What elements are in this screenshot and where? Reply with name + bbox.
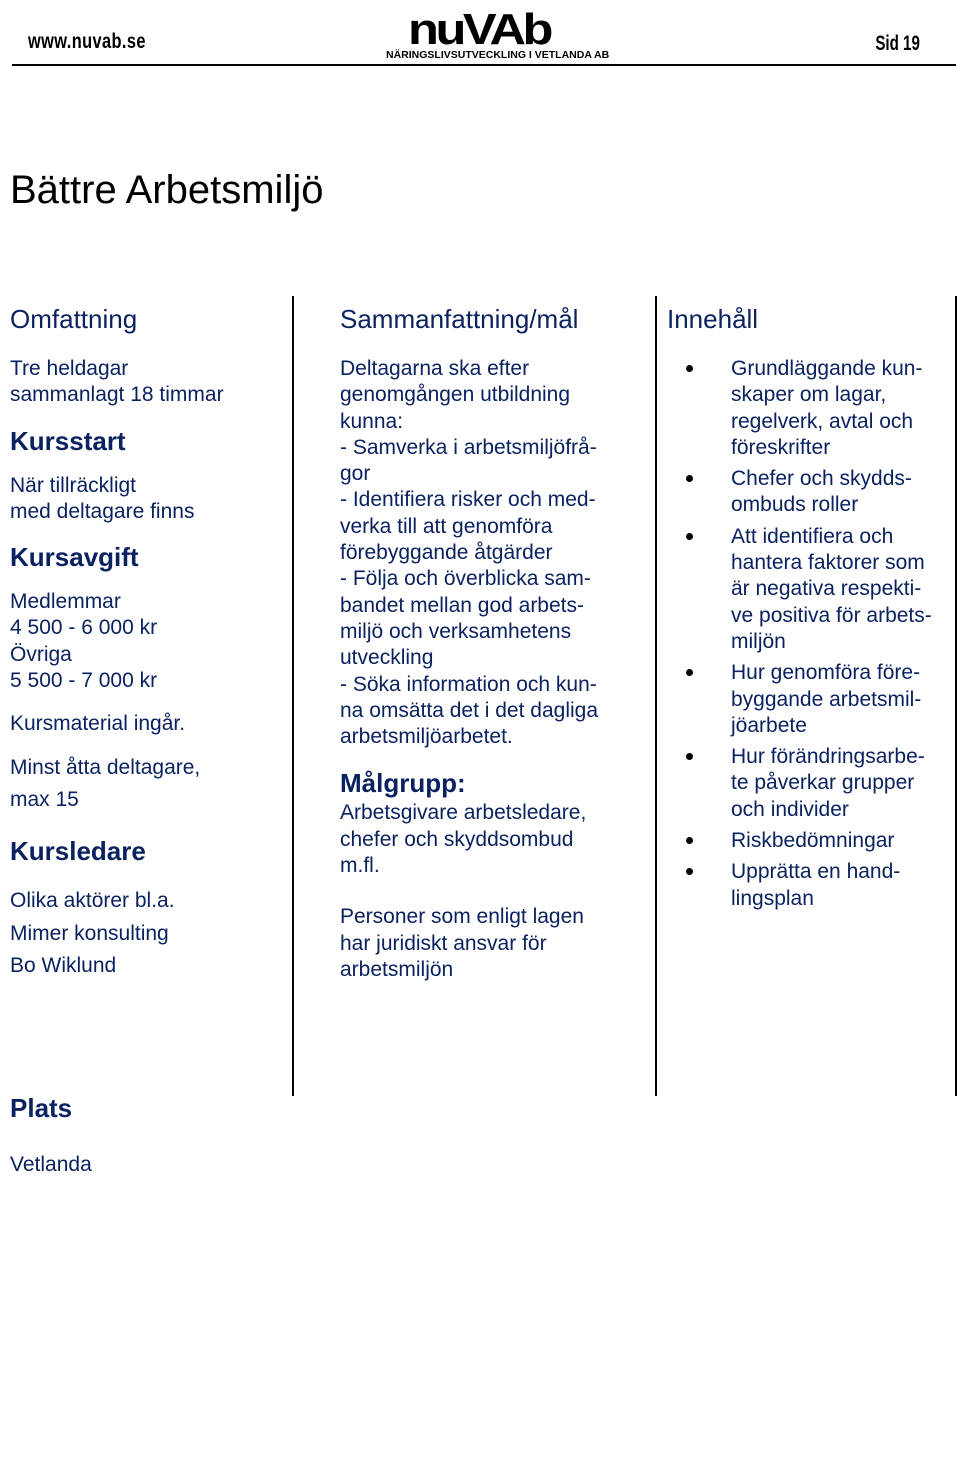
- logo-mark: nuVAb: [408, 5, 551, 54]
- participants-line: max 15: [10, 787, 79, 811]
- list-item-line: byggande arbetsmil-: [731, 687, 922, 711]
- kursledare-line: Bo Wiklund: [10, 953, 117, 977]
- page-number: Sid 19: [875, 32, 920, 55]
- course-facts-column: [10, 296, 292, 1096]
- summary-line: bandet mellan god arbets-: [340, 593, 584, 617]
- kursstart-line: med deltagare finns: [10, 499, 195, 523]
- kursstart-line: När tillräckligt: [10, 473, 137, 497]
- nuvab-logo: [380, 5, 610, 64]
- bullet-icon: [686, 365, 693, 372]
- list-item: [667, 744, 955, 823]
- list-item: [667, 828, 955, 854]
- plats-value: Vetlanda: [10, 1153, 92, 1176]
- malgrupp-line: chefer och skyddsombud: [340, 827, 574, 851]
- summary-line: miljö och verksamhetens: [340, 619, 572, 643]
- kursavgift-line: Övriga: [10, 642, 72, 666]
- malgrupp-line: m.fl.: [340, 854, 380, 878]
- omfattning-line: sammanlagt 18 timmar: [10, 383, 224, 407]
- bullet-icon: [686, 669, 693, 676]
- list-item-line: ve positiva för arbets-: [731, 603, 932, 627]
- summary-line: - Identifiera risker och med-: [340, 488, 596, 512]
- kursledare-line: Mimer konsulting: [10, 921, 169, 945]
- omfattning-line: Tre heldagar: [10, 357, 129, 380]
- bullet-icon: [686, 837, 693, 844]
- material-note: Kursmaterial ingår.: [10, 712, 186, 736]
- plats-heading: Plats: [10, 1093, 73, 1123]
- header-divider: [12, 64, 956, 66]
- page-title: Bättre Arbetsmiljö: [10, 168, 324, 212]
- list-item-line: Chefer och skydds-: [731, 467, 912, 491]
- summary-column: [292, 296, 655, 1096]
- summary-line: kunna:: [340, 409, 404, 433]
- summary-line: förebyggande åtgärder: [340, 541, 553, 565]
- kursavgift-heading: Kursavgift: [10, 542, 139, 573]
- summary-line: gor: [340, 462, 371, 486]
- list-item-line: föreskrifter: [731, 435, 831, 459]
- list-item-line: skaper om lagar,: [731, 383, 887, 407]
- kursledare-heading: Kursledare: [10, 836, 146, 867]
- list-item-line: lingsplan: [731, 886, 814, 910]
- summary-line: arbetsmiljöarbetet.: [340, 725, 513, 749]
- summary-line: Deltagarna ska efter: [340, 357, 530, 380]
- omfattning-heading: Omfattning: [10, 304, 138, 334]
- kursstart-heading: Kursstart: [10, 425, 126, 456]
- list-item-line: Hur förändringsarbe-: [731, 745, 925, 769]
- bullet-icon: [686, 475, 693, 482]
- summary-line: - Söka information och kun-: [340, 672, 597, 696]
- bullet-icon: [686, 533, 693, 540]
- list-item-line: Upprätta en hand-: [731, 860, 901, 884]
- logo-tagline: NÄRINGSLIVSUTVECKLING I VETLANDA AB: [386, 49, 610, 61]
- list-item-line: Riskbedömningar: [731, 829, 895, 853]
- bullet-icon: [686, 753, 693, 760]
- malgrupp-line: Arbetsgivare arbetsledare,: [340, 801, 587, 825]
- list-item-line: Hur genomföra före-: [731, 661, 921, 685]
- list-item-line: är negativa respekti-: [731, 577, 922, 601]
- list-item-line: jöarbete: [731, 713, 807, 737]
- list-item: [667, 466, 955, 519]
- list-item-line: och individer: [731, 797, 849, 821]
- list-item-line: te påverkar grupper: [731, 771, 915, 795]
- list-item-line: regelverk, avtal och: [731, 409, 914, 433]
- kursavgift-line: 5 500 - 7 000 kr: [10, 669, 158, 693]
- contents-list: [667, 356, 955, 912]
- summary-line: na omsätta det i det dagliga: [340, 698, 599, 722]
- list-item: [667, 859, 955, 912]
- contents-column: [655, 296, 955, 1096]
- list-item-line: Grundläggande kun-: [731, 357, 923, 380]
- summary-line: verka till att genomföra: [340, 514, 553, 538]
- summary-line: - Samverka i arbetsmiljöfrå-: [340, 435, 597, 459]
- malgrupp-heading: Målgrupp:: [340, 768, 466, 799]
- responsible-line: har juridiskt ansvar för: [340, 931, 547, 955]
- header-website-link[interactable]: www.nuvab.se: [28, 30, 146, 53]
- summary-text: [340, 356, 655, 750]
- list-item: [667, 524, 955, 655]
- list-item: [667, 660, 955, 739]
- kursledare-line: Olika aktörer bl.a.: [10, 889, 175, 913]
- summary-line: - Följa och överblicka sam-: [340, 567, 591, 591]
- list-item: [667, 356, 955, 461]
- column-divider: [955, 296, 957, 1096]
- summary-line: utveckling: [340, 646, 434, 670]
- list-item-line: Att identifiera och: [731, 524, 894, 548]
- list-item-line: hantera faktorer som: [731, 551, 925, 575]
- kursavgift-line: Medlemmar: [10, 590, 121, 614]
- summary-line: genomgången utbildning: [340, 383, 571, 407]
- list-item-line: ombuds roller: [731, 493, 859, 517]
- list-item-line: miljön: [731, 629, 786, 653]
- responsible-line: arbetsmiljön: [340, 957, 454, 981]
- contents-heading: Innehåll: [667, 304, 759, 334]
- responsible-line: Personer som enligt lagen: [340, 905, 584, 929]
- participants-line: Minst åtta deltagare,: [10, 755, 201, 779]
- kursavgift-line: 4 500 - 6 000 kr: [10, 616, 158, 640]
- bullet-icon: [686, 868, 693, 875]
- summary-heading: Sammanfattning/mål: [340, 304, 579, 334]
